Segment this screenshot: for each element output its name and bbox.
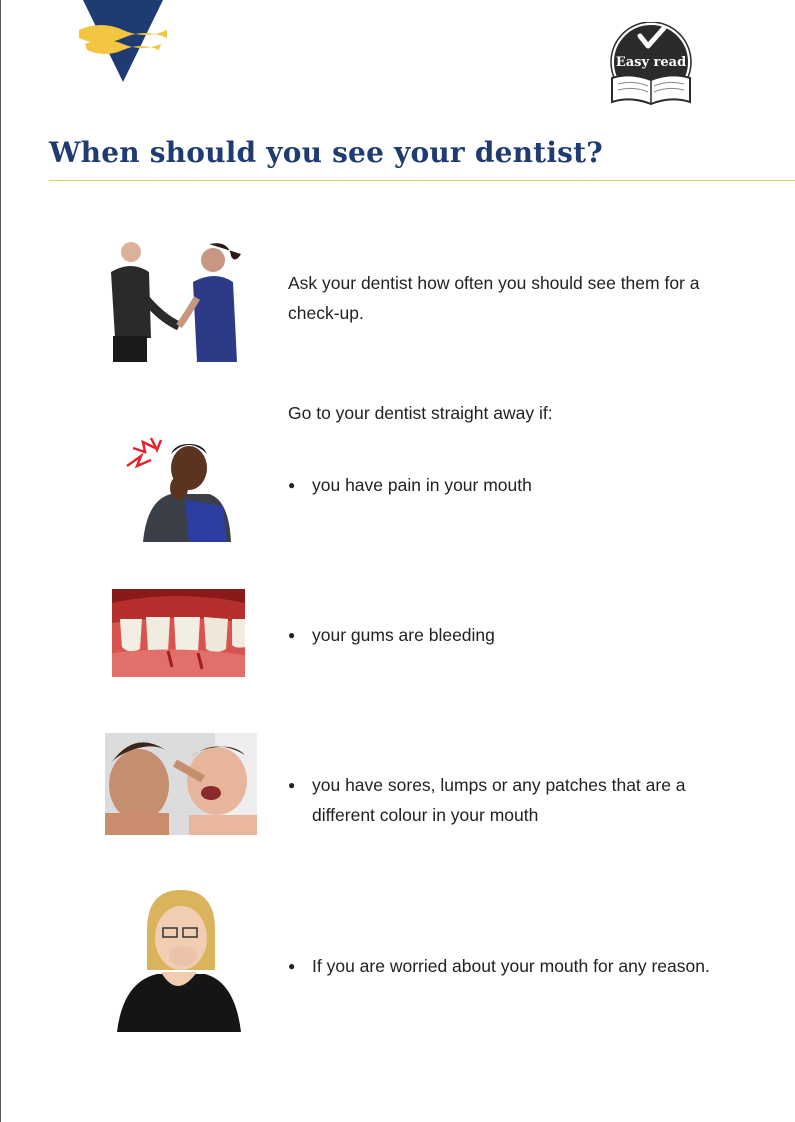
bullet-dot-icon: ● [288,478,296,492]
lead-text: Go to your dentist straight away if: [288,403,553,423]
bullet-item [288,770,748,830]
page-title: When should you see your dentist? [49,136,603,169]
bullet-text: you have sores, lumps or any patches that are a different colour in your mouth [312,775,686,825]
chevron-wave-logo-icon [79,0,167,84]
bullet-dot-icon: ● [288,959,296,973]
intro-text: Ask your dentist how often you should see them for a check-up. [288,273,700,323]
bullet-text: your gums are bleeding [312,625,495,645]
mouth-examination-image [105,733,257,835]
easy-read-badge [604,22,698,108]
bullet-item [288,951,758,981]
toothache-image [123,434,233,542]
bullet-item [288,470,748,500]
handshake-image [105,238,249,362]
title-divider [49,180,795,181]
bullet-dot-icon: ● [288,628,296,642]
bullet-text: If you are worried about your mouth for any reason. [312,956,710,976]
worried-woman-image [117,890,241,1032]
bullet-item [288,620,748,650]
bullet-text: you have pain in your mouth [312,475,532,495]
bleeding-gums-image [112,589,245,677]
badge-label: Easy read [615,55,687,70]
bullet-dot-icon: ● [288,778,296,792]
